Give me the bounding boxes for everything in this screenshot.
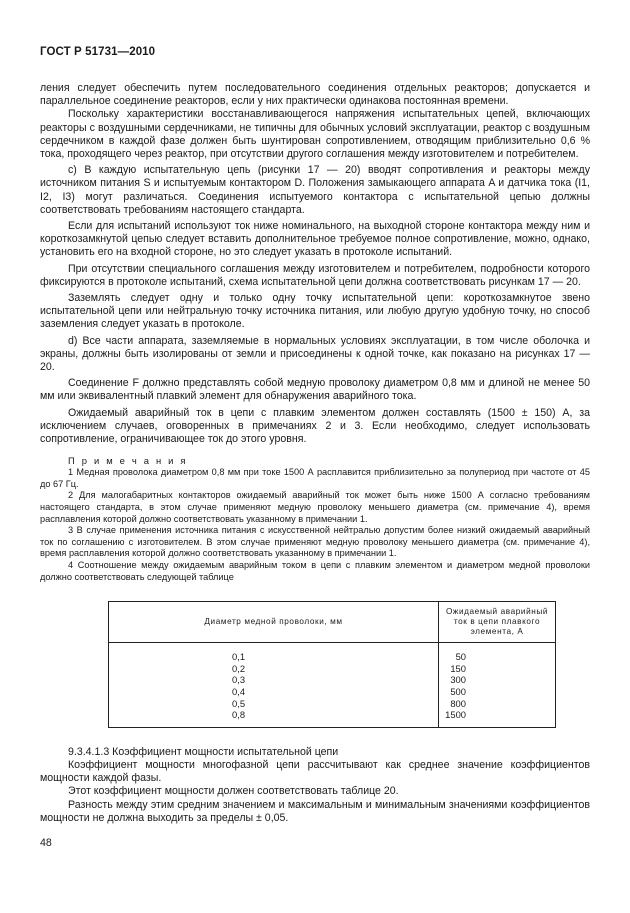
paragraph: Ожидаемый аварийный ток в цепи с плавким элементом должен составлять (1500 ± 150) А, за исключением случаев, оговоренных в примечаниях 2 и 3. Если необходимо, следует использовать сопротивление, ограничивающее ток до этого уровня.: [40, 406, 590, 446]
paragraph: d) Все части аппарата, заземляемые в нормальных условиях эксплуатации, в том числе оболочка и экраны, должны быть изолированы от земли и присоединены к одной точке, как показано на рисунках 17 — 20.: [40, 334, 590, 374]
paragraph: Разность между этим средним значением и максимальным и минимальным значениями коэффициентов мощности не должна выходить за пределы ± 0,05.: [40, 798, 590, 824]
note-item: 1 Медная проволока диаметром 0,8 мм при токе 1500 А расплавится приблизительно за полупериод при частоте от 45 до 67 Гц.: [40, 467, 590, 489]
paragraph: ления следует обеспечить путем последовательного соединения отдельных реакторов; допускается и параллельное соединение реакторов, если у них практически одинакова постоянная времени.: [40, 82, 590, 108]
note-item: 3 В случае применения источника питания с искусственной нейтралью допустим более низкий ожидаемый аварийный ток по соглашению с изготовителем. В этом случае применяют медную проволоку меньшего диаметра (см. примечание 4), время расплавления которой должно соответствовать указанному в примечании 1.: [40, 525, 590, 559]
table-cell-diameter: 0,4: [109, 686, 439, 698]
paragraph: При отсутствии специального соглашения между изготовителем и потребителем, подробности которого фиксируются в протоколе испытаний, схема испытательной цепи должна соответствовать рисункам 17 — 20.: [40, 262, 590, 288]
table-cell-diameter: 0,2: [109, 663, 439, 675]
table-cell-current: 1500: [439, 709, 556, 727]
table-cell-diameter: 0,5: [109, 698, 439, 710]
paragraph: Соединение F должно представлять собой медную проволоку диаметром 0,8 мм и длиной не менее 50 мм или эквивалентный плавкий элемент для обнаружения аварийного тока.: [40, 377, 590, 403]
page-number: 48: [40, 837, 52, 849]
note-item: 2 Для малогабаритных контакторов ожидаемый аварийный ток может быть ниже 1500 А согласно требованиям настоящего стандарта, в этом случае применяют медную проволоку меньшего диаметра (см. примечание 4), время расплавления которой должно соответствовать указанному в примечании 1.: [40, 490, 590, 524]
table-row: [109, 674, 556, 686]
table-cell-diameter: 0,1: [109, 643, 439, 663]
table-row: [109, 698, 556, 710]
note-item: 4 Соотношение между ожидаемым аварийным током в цепи с плавким элементом и диаметром медной проволоки должно соответствовать следующей таблице: [40, 560, 590, 582]
table-row: [109, 686, 556, 698]
table-cell-diameter: 0,8: [109, 709, 439, 727]
table-cell-diameter: 0,3: [109, 674, 439, 686]
document-header: ГОСТ Р 51731—2010: [40, 46, 156, 58]
paragraph: Если для испытаний используют ток ниже номинального, на выходной стороне контактора между ним и короткозамкнутой цепью следует вставить дополнительное требуемое полное сопротивление, можно, однако, установить его на входной стороне, но это следует указать в протоколе испытаний.: [40, 220, 590, 259]
table-row: [109, 663, 556, 675]
table-cell-current: 300: [439, 674, 556, 686]
table-row: [109, 643, 556, 663]
table-row: [109, 709, 556, 727]
paragraph: с) В каждую испытательную цепь (рисунки 17 — 20) вводят сопротивления и реакторы между источником питания S и испытуемым контактором D. Положения замыкающего аппарата A и датчика тока (I1, I2, I3) могут различаться. Соединения испытуемого контактора с испытательной цепью должны соответствовать требованиям настоящего стандарта.: [40, 164, 590, 216]
table-header-row: [109, 602, 556, 643]
notes-title: П р и м е ч а н и я: [68, 455, 188, 467]
paragraph: Поскольку характеристики восстанавливающегося напряжения испытательных цепей, включающих реакторы с воздушными сердечниками, не типичны для обычных условий эксплуатации, реактор с воздушным сердечником в каждой фазе должен быть шунтирован сопротивлением, отводящим приблизительно 0,6 % тока, проходящего через реактор, при отсутствии другого соглашения между изготовителем и потребителем.: [40, 108, 590, 161]
table-cell-current: 500: [439, 686, 556, 698]
page-content: [40, 82, 590, 825]
paragraph: Коэффициент мощности многофазной цепи рассчитывают как среднее значение коэффициентов мощности каждой фазы.: [40, 758, 590, 785]
section-heading: 9.3.4.1.3 Коэффициент мощности испытательной цепи: [68, 745, 339, 758]
paragraph: Этот коэффициент мощности должен соответствовать таблице 20.: [68, 785, 399, 798]
paragraph: Заземлять следует одну и только одну точку испытательной цепи: короткозамкнутое звено испытательной цепи или нейтральную точку источника питания, или любую другую удобную точку, но способ заземления следует указать в протоколе.: [40, 292, 590, 331]
table-cell-current: 150: [439, 663, 556, 675]
table-cell-current: 800: [439, 698, 556, 710]
table-header-current: Ожидаемый аварийный ток в цепи плавкого элемента, А: [439, 602, 556, 643]
table-cell-current: 50: [439, 643, 556, 663]
table-header-diameter: Диаметр медной проволоки, мм: [109, 602, 439, 643]
wire-diameter-table: [108, 601, 556, 728]
